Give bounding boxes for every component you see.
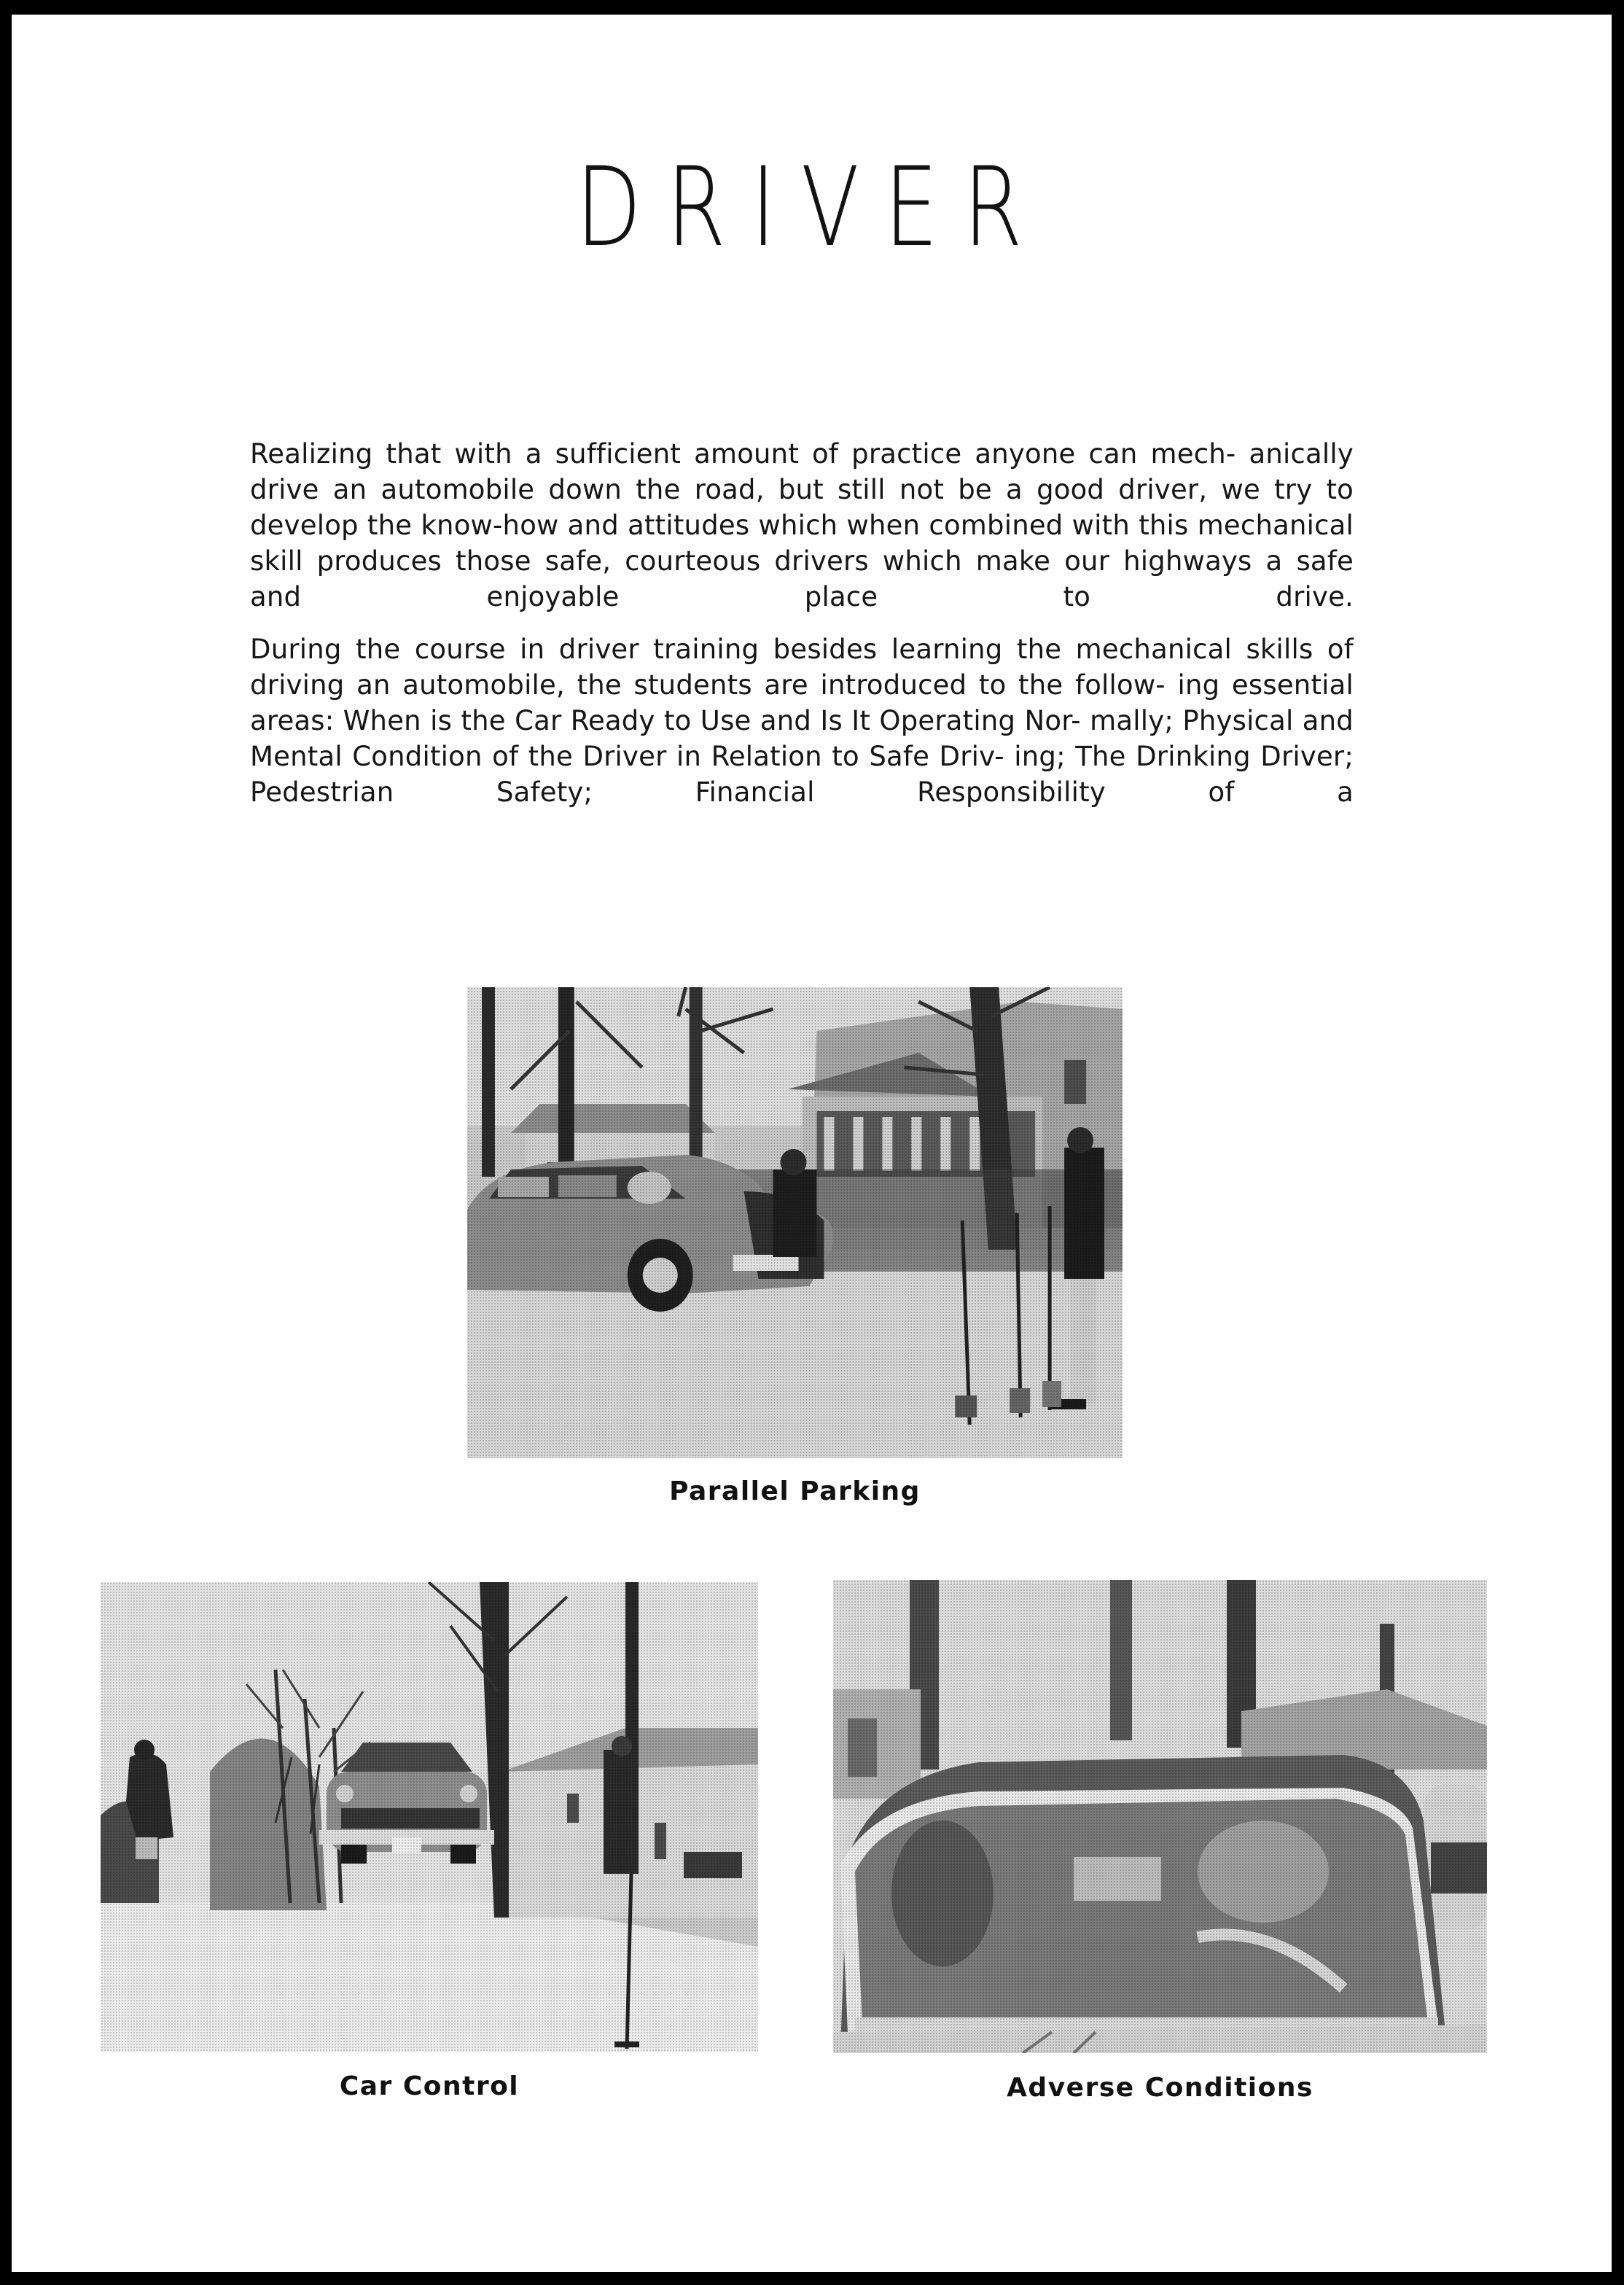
paragraph-2-line: skills of driving an automobile, the students are introduced to the follow-	[250, 634, 1354, 701]
caption-car-control: Car Control	[339, 2071, 520, 2101]
page-title: DRIVER	[575, 144, 1048, 271]
car-control-image	[101, 1582, 758, 2052]
paragraph-1-line: Realizing that with a sufficient amount of practice anyone can mech-	[250, 438, 1236, 470]
paragraph-1	[250, 436, 1354, 615]
paragraph-2-line: ing essential areas: When is the Car Ready to Use and Is It Operating Nor-	[250, 669, 1354, 736]
parallel-parking-image	[467, 987, 1123, 1458]
paragraph-1-line: this mechanical skill produces those safe, courteous drivers which make	[250, 510, 1354, 577]
paragraph-1-line: anically drive an automobile down the road, but still not be a good driver,	[250, 438, 1354, 505]
paragraph-2-line: mally; Physical and Mental Condition of the Driver in Relation to Safe Driv-	[250, 705, 1354, 772]
paragraph-2-line: During the course in driver training besides learning the mechanical	[250, 634, 1232, 665]
adverse-conditions-image	[833, 1580, 1487, 2053]
paragraph-1-line: our highways a safe and enjoyable place to drive.	[250, 545, 1354, 612]
photo-adverse-conditions	[833, 1580, 1487, 2053]
yearbook-page	[12, 15, 1612, 2272]
paragraph-1-line: we try to develop the know-how and attitudes which when combined with	[250, 474, 1354, 541]
photo-parallel-parking	[467, 987, 1123, 1458]
paragraph-2	[250, 631, 1354, 810]
caption-parallel-parking: Parallel Parking	[669, 1476, 921, 1506]
caption-adverse-conditions: Adverse Conditions	[1007, 2073, 1313, 2103]
photo-car-control	[101, 1582, 758, 2052]
paragraph-2-line: ing; The Drinking Driver; Pedestrian Safety; Financial Responsibility of a	[250, 741, 1354, 808]
